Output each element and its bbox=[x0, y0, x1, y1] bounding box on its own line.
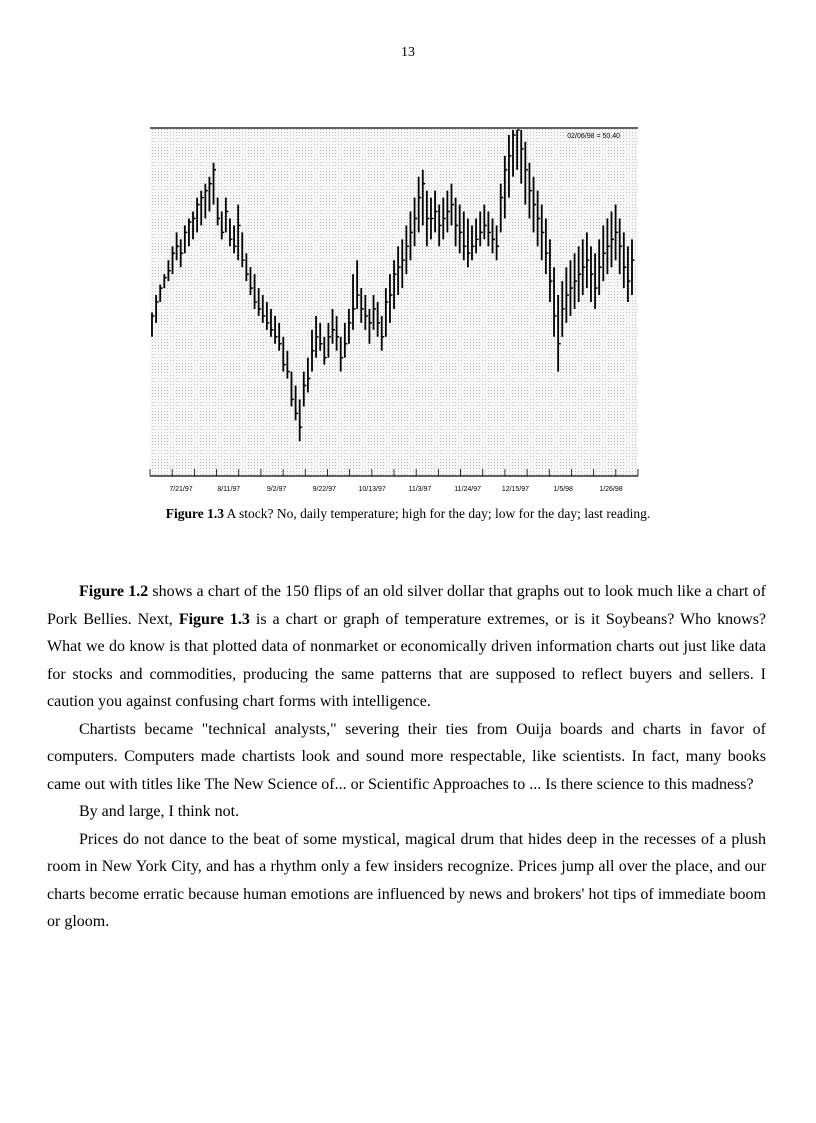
x-tick-label: 1/5/98 bbox=[553, 486, 573, 493]
x-tick-label: 11/24/97 bbox=[454, 486, 482, 493]
chart-annotation: 02/06/98 = 50.40 bbox=[567, 133, 620, 140]
x-tick-label: 12/15/97 bbox=[501, 486, 530, 493]
x-tick-label: 8/11/97 bbox=[217, 486, 241, 493]
page-number: 13 bbox=[401, 45, 415, 60]
figure-caption bbox=[0, 506, 816, 522]
x-tick-label: 7/21/97 bbox=[169, 486, 193, 493]
figure-reference: Figure 1.2 bbox=[79, 583, 149, 600]
paragraph: Chartists became "technical analysts," severing their ties from Ouija boards and charts in favor of computers. Computers made chartists look and sound more respectable, like scientists. In fact, many books came out with titles like The New Science of... or Scientific Approaches to ... Is there science to this madness? bbox=[47, 720, 766, 793]
x-tick-label: 10/13/97 bbox=[358, 486, 386, 493]
x-tick-label: 1/26/98 bbox=[599, 486, 623, 493]
x-tick-label: 11/3/97 bbox=[408, 486, 432, 493]
x-tick-label: 9/2/97 bbox=[266, 486, 287, 493]
body-text bbox=[47, 578, 766, 936]
figure-reference: Figure 1.3 bbox=[178, 610, 250, 628]
caption-text: A stock? No, daily temperature; high for the day; low for the day; last reading. bbox=[223, 506, 651, 521]
paragraph: By and large, I think not. bbox=[79, 803, 240, 820]
caption-label: Figure 1.3 bbox=[165, 506, 224, 521]
x-tick-label: 9/22/97 bbox=[312, 486, 337, 493]
paragraph: Prices do not dance to the beat of some mystical, magical drum that hides deep in the recesses of a plush room in New York City, and has a rhythm only a few insiders recognize. Prices jump all over the place, and our charts become erratic because human emotions are influenced by news and brokers' hot tips of immediate boom or gloom. bbox=[47, 830, 766, 930]
temperature-chart bbox=[146, 120, 642, 502]
paragraph: Figure 1.2 shows a chart of the 150 flips of an old silver dollar that graphs out to look much like a chart of Pork Bellies. Next, Figure 1.3 is a chart or graph of temperature extremes, or is it Soybeans? Who knows? What we do know is that plotted data of nonmarket or economically driven information charts out just like data for stocks and commodities, producing the same patterns that are supposed to reflect buyers and sellers. I caution you against confusing chart forms with intelligence. bbox=[47, 583, 767, 710]
figure-1-3 bbox=[146, 120, 642, 502]
